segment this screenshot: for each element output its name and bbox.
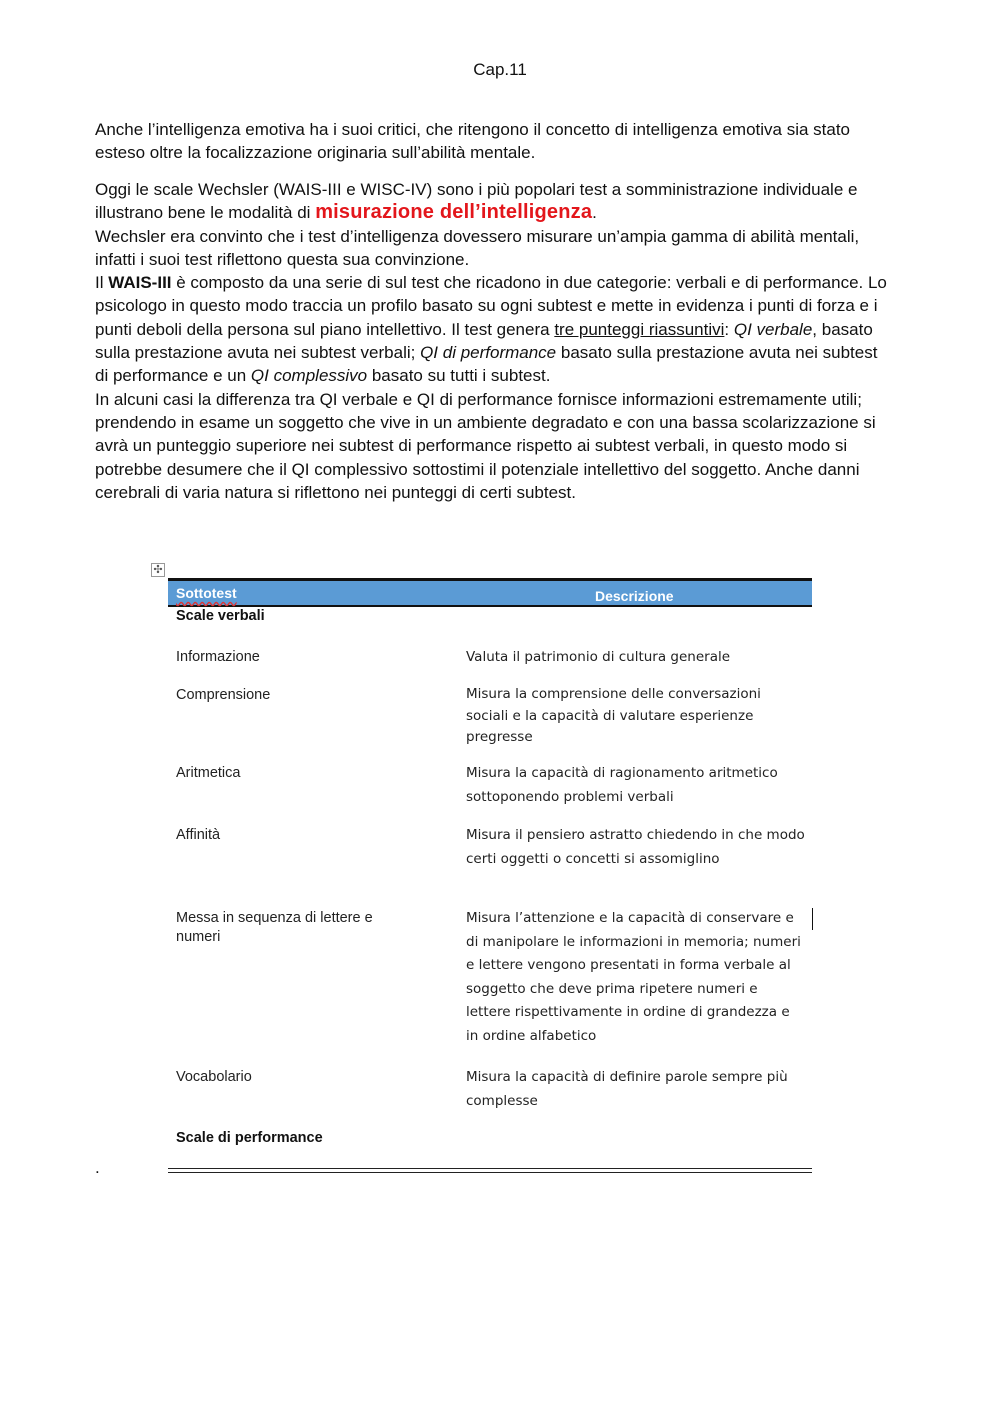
p4-text-d: , basato sulla prestazione avuta nei subtest verbali; [95, 319, 873, 363]
section-verbal: Scale verbali [176, 608, 265, 624]
subtest-name: Informazione [176, 649, 260, 665]
paragraph-1: Anche l’intelligenza emotiva ha i suoi critici, che ritengono il concetto di intelligenza emotiva sia stato esteso oltre la focalizzazione originaria sull’abilità mentale. [95, 120, 851, 163]
subtest-table [168, 578, 812, 1146]
p4-italic-verbal: QI verbale [733, 319, 813, 339]
text-cursor [812, 908, 813, 930]
page-header: Cap.11 [473, 60, 527, 79]
p4-text-c: : [724, 319, 734, 339]
highlight-measurement: misurazione dell’intelligenza [315, 201, 593, 224]
subtest-name: Vocabolario [176, 1069, 252, 1085]
paragraph-2-end: . [592, 203, 597, 223]
table-bottom-rule [168, 1168, 812, 1173]
p4-italic-performance: QI di performance [420, 343, 557, 363]
subtest-name: Affinità [176, 827, 221, 843]
p4-text-e: basato sulla prestazione avuta nei subtest di performance e un [95, 343, 878, 386]
subtest-desc: Misura la capacità di ragionamento aritmetico sottoponendo problemi verbali [466, 765, 778, 805]
paragraph-4 [95, 271, 895, 387]
p4-text-b: è composto da una serie di sul test che ricadono in due categorie: verbali e di performance. Lo psicologo in questo modo traccia un profilo basato su ogni subtest e mette in evidenza i punti di forza e i punti deboli della persona sul piano intellettivo. Il test genera [95, 273, 887, 339]
paragraph-block [95, 178, 895, 504]
subtest-desc: Misura il pensiero astratto chiedendo in che modo certi oggetti o concetti si assomiglino [466, 827, 805, 867]
subtest-desc: Misura l’attenzione e la capacità di conservare e di manipolare le informazioni in memoria; numeri e lettere vengono presentati in forma verbale al soggetto che deve prima ripetere numeri e lettere rispettivamente in ordine di grandezza e in ordine alfabetico [466, 910, 801, 1044]
subtest-name: Messa in sequenza di lettere e numeri [176, 910, 373, 945]
stray-period: . [95, 1158, 100, 1177]
paragraph-5: In alcuni casi la differenza tra QI verbale e QI di performance fornisce informazioni estremamente utili; prendendo in esame un soggetto che vive in un ambiente degradato e con una bassa scolarizzazione si avrà un punteggio superiore nei subtest di performance rispetto ai subtest verbali, in questo modo si potrebbe desumere che il QI complessivo sottostimi il potenziale intellettivo del soggetto. Anche danni cerebrali di varia natura si riflettono nei punteggi di certi subtest. [95, 389, 876, 502]
table-header [168, 581, 812, 607]
subtest-name: Aritmetica [176, 765, 241, 781]
p4-bold-wais: WAIS-III [108, 273, 172, 293]
table-move-handle-icon[interactable]: ✣ [151, 563, 165, 577]
p4-text-a: Il [95, 273, 109, 293]
p4-text-f: basato su tutti i subtest. [367, 366, 551, 386]
header-sottotest: Sottotest [176, 585, 237, 601]
paragraph-intro [95, 118, 895, 165]
p4-italic-total: QI complessivo [250, 366, 368, 386]
paragraph-2 [95, 178, 895, 225]
subtest-name: Comprensione [176, 687, 271, 703]
paragraph-3: Wechsler era convinto che i test d’intelligenza dovessero misurare un’ampia gamma di abilità mentali, infatti i suoi test riflettono questa sua convinzione. [95, 226, 860, 269]
subtest-desc: Valuta il patrimonio di cultura generale [466, 649, 731, 665]
section-performance: Scale di performance [176, 1130, 323, 1146]
header-descrizione: Descrizione [595, 588, 674, 604]
subtest-desc: Misura la capacità di definire parole sempre più complesse [466, 1069, 788, 1109]
subtest-desc: Misura la comprensione delle conversazioni sociali e la capacità di valutare esperienze pregresse [466, 686, 761, 745]
paragraph-2-text: Oggi le scale Wechsler (WAIS-III e WISC-IV) sono i più popolari test a somministrazione individuale e illustrano bene le modalità di [95, 180, 858, 223]
p4-underline: tre punteggi riassuntivi [554, 319, 725, 339]
